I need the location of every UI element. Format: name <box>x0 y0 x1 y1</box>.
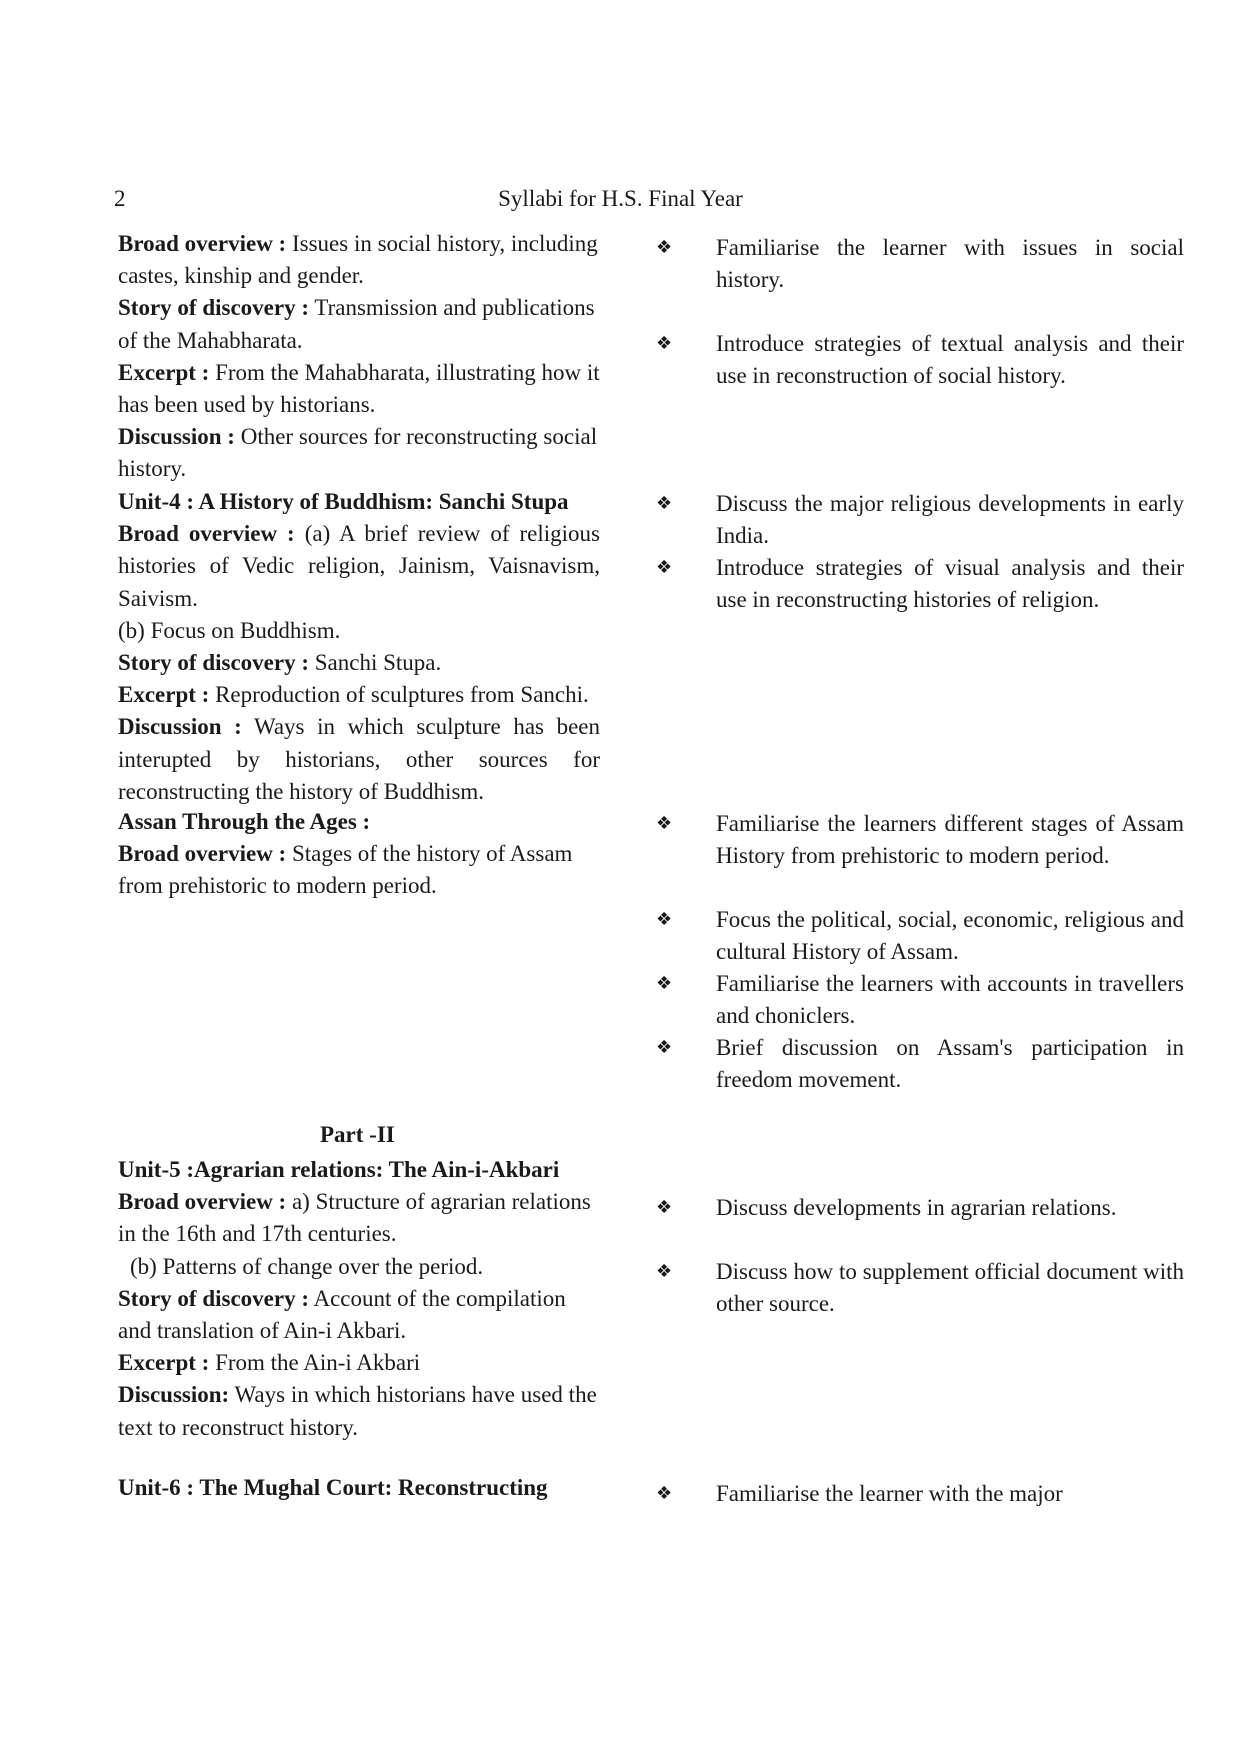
unit-4-heading: Unit-4 : A History of Buddhism: Sanchi Stupa <box>118 489 569 514</box>
bullet-diamond-icon: ❖ <box>656 1037 673 1058</box>
story-of-discovery: Story of discovery : Sanchi Stupa. <box>118 650 442 676</box>
bullet-diamond-icon: ❖ <box>656 1261 673 1282</box>
broad-overview: Broad overview : (a) A brief review of religious histories of Vedic religion, Jainism, Vaisnavism, Saivism. <box>118 521 600 611</box>
objective-item: ❖ Introduce strategies of textual analysis and their use in reconstruction of social history. <box>656 328 1124 392</box>
objective-item: ❖ Discuss the major religious developments in early India. <box>656 488 1124 552</box>
page-number: 2 <box>114 186 126 211</box>
discussion: Discussion: Ways in which historians have used the text to reconstruct history. <box>118 1382 597 1440</box>
section-unit-5 <box>118 1154 600 1444</box>
discussion: Discussion : Ways in which sculpture has been interupted by historians, other sources for reconstructing the history of Buddhism. <box>118 714 600 804</box>
bullet-diamond-icon: ❖ <box>656 813 673 834</box>
unit-5-heading: Unit-5 :Agrarian relations: The Ain-i-Akbari <box>118 1157 560 1182</box>
discussion: Discussion : Other sources for reconstructing social history. <box>118 424 598 482</box>
objective-item: ❖ Familiarise the learner with issues in social history. <box>656 232 1124 296</box>
bullet-diamond-icon: ❖ <box>656 237 673 258</box>
bullet-diamond-icon: ❖ <box>656 1483 673 1504</box>
excerpt: Excerpt : Reproduction of sculptures from Sanchi. <box>118 682 589 708</box>
objective-item: ❖ Familiarise the learners with accounts in travellers and choniclers. <box>656 968 1124 1032</box>
focus-buddhism: (b) Focus on Buddhism. <box>118 617 341 643</box>
broad-overview: Broad overview : a) Structure of agrarian relations in the 16th and 17th centuries. <box>118 1189 591 1247</box>
patterns-of-change: (b) Patterns of change over the period. <box>130 1253 484 1279</box>
broad-overview: Broad overview : Stages of the history of Assam from prehistoric to modern period. <box>118 841 573 899</box>
section-assam <box>118 806 600 903</box>
broad-overview: Broad overview : Issues in social history, including castes, kinship and gender. <box>118 231 598 289</box>
bullet-diamond-icon: ❖ <box>656 557 673 578</box>
bullet-diamond-icon: ❖ <box>656 493 673 514</box>
unit-6-heading: Unit-6 : The Mughal Court: Reconstructing <box>118 1475 548 1500</box>
bullet-diamond-icon: ❖ <box>656 1197 673 1218</box>
section-unit-4 <box>118 486 600 808</box>
bullet-diamond-icon: ❖ <box>656 973 673 994</box>
objective-item: ❖ Introduce strategies of visual analysis and their use in reconstructing histories of religion. <box>656 552 1124 616</box>
running-header: Syllabi for H.S. Final Year <box>498 186 743 211</box>
bullet-diamond-icon: ❖ <box>656 333 673 354</box>
objective-item: ❖ Familiarise the learners different stages of Assam History from prehistoric to modern period. <box>656 808 1124 872</box>
part-ii-heading: Part -II <box>320 1122 395 1147</box>
story-of-discovery: Story of discovery : Transmission and publications of the Mahabharata. <box>118 295 595 353</box>
objective-item: ❖ Brief discussion on Assam's participation in freedom movement. <box>656 1032 1124 1096</box>
objective-item: ❖ Discuss developments in agrarian relations. <box>656 1192 1124 1224</box>
objective-item: ❖ Familiarise the learner with the major <box>656 1478 1124 1510</box>
excerpt: Excerpt : From the Mahabharata, illustrating how it has been used by historians. <box>118 359 600 418</box>
section-unit-6 <box>118 1472 600 1504</box>
bullet-diamond-icon: ❖ <box>656 909 673 930</box>
excerpt: Excerpt : From the Ain-i Akbari <box>118 1350 421 1376</box>
objective-item: ❖ Discuss how to supplement official document with other source. <box>656 1256 1124 1320</box>
assam-heading: Assan Through the Ages : <box>118 809 371 834</box>
story-of-discovery: Story of discovery : Account of the compilation and translation of Ain-i Akbari. <box>118 1285 566 1344</box>
section-social-history <box>118 228 600 486</box>
objective-item: ❖ Focus the political, social, economic, religious and cultural History of Assam. <box>656 904 1124 968</box>
